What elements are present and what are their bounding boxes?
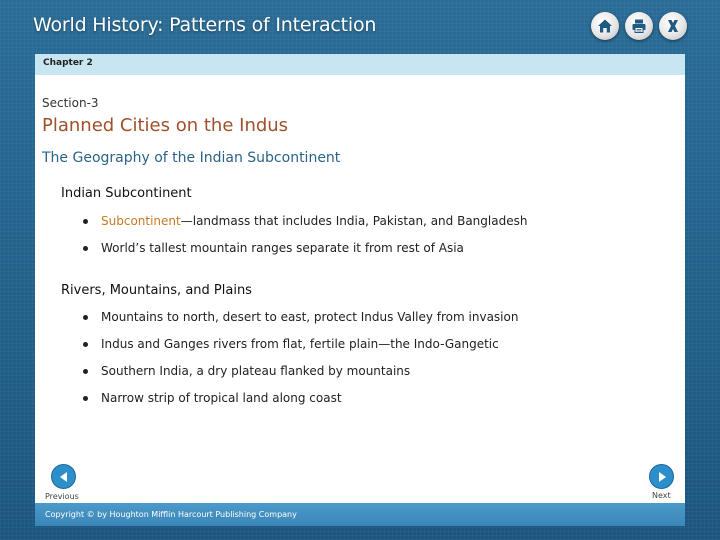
bullet-text: —landmass that includes India, Pakistan, and Bangladesh (180, 214, 528, 228)
chapter-bar (35, 54, 685, 75)
subtitle: The Geography of the Indian Subcontinent (42, 150, 341, 166)
toolbar (591, 12, 687, 40)
home-button[interactable] (591, 12, 619, 40)
home-icon (597, 18, 613, 34)
bullet-dot (83, 315, 88, 320)
bullet-item (83, 364, 410, 378)
key-term: Subcontinent (101, 214, 181, 228)
footer-bar (35, 503, 685, 526)
bullet-item (83, 241, 464, 255)
bullet-dot (83, 219, 88, 224)
bullet-item (83, 337, 499, 351)
bullet-text: Southern India, a dry plateau flanked by mountains (101, 364, 411, 378)
printer-icon (631, 18, 647, 34)
bullet-item (83, 310, 518, 324)
bullet-text: Narrow strip of tropical land along coast (101, 391, 342, 405)
next-label[interactable]: Next (652, 491, 671, 500)
copyright-text: Copyright © by Houghton Mifflin Harcourt Publishing Company (45, 510, 297, 519)
bullet-dot (83, 342, 88, 347)
bullet-dot (83, 396, 88, 401)
lesson-title: Planned Cities on the Indus (42, 115, 289, 136)
close-icon (665, 18, 681, 34)
next-button[interactable] (649, 464, 674, 489)
topic-heading: Indian Subcontinent (61, 186, 192, 201)
print-button[interactable] (625, 12, 653, 40)
bullet-item (83, 214, 527, 228)
close-button[interactable] (659, 12, 687, 40)
bullet-dot (83, 369, 88, 374)
bullet-text: Indus and Ganges rivers from flat, fertile plain—the Indo-Gangetic (101, 337, 499, 351)
previous-button[interactable] (51, 464, 76, 489)
section-label: Section-3 (42, 96, 99, 110)
bullet-dot (83, 246, 88, 251)
app-title: World History: Patterns of Interaction (33, 14, 377, 36)
topic-heading: Rivers, Mountains, and Plains (61, 283, 252, 298)
chapter-label: Chapter 2 (43, 58, 93, 68)
previous-label[interactable]: Previous (45, 492, 79, 501)
bullet-item (83, 391, 342, 405)
slide-content (35, 75, 685, 503)
bullet-text: Mountains to north, desert to east, protect Indus Valley from invasion (101, 310, 519, 324)
arrow-right-icon (656, 471, 668, 483)
arrow-left-icon (58, 471, 70, 483)
bullet-text: World’s tallest mountain ranges separate it from rest of Asia (101, 241, 464, 255)
